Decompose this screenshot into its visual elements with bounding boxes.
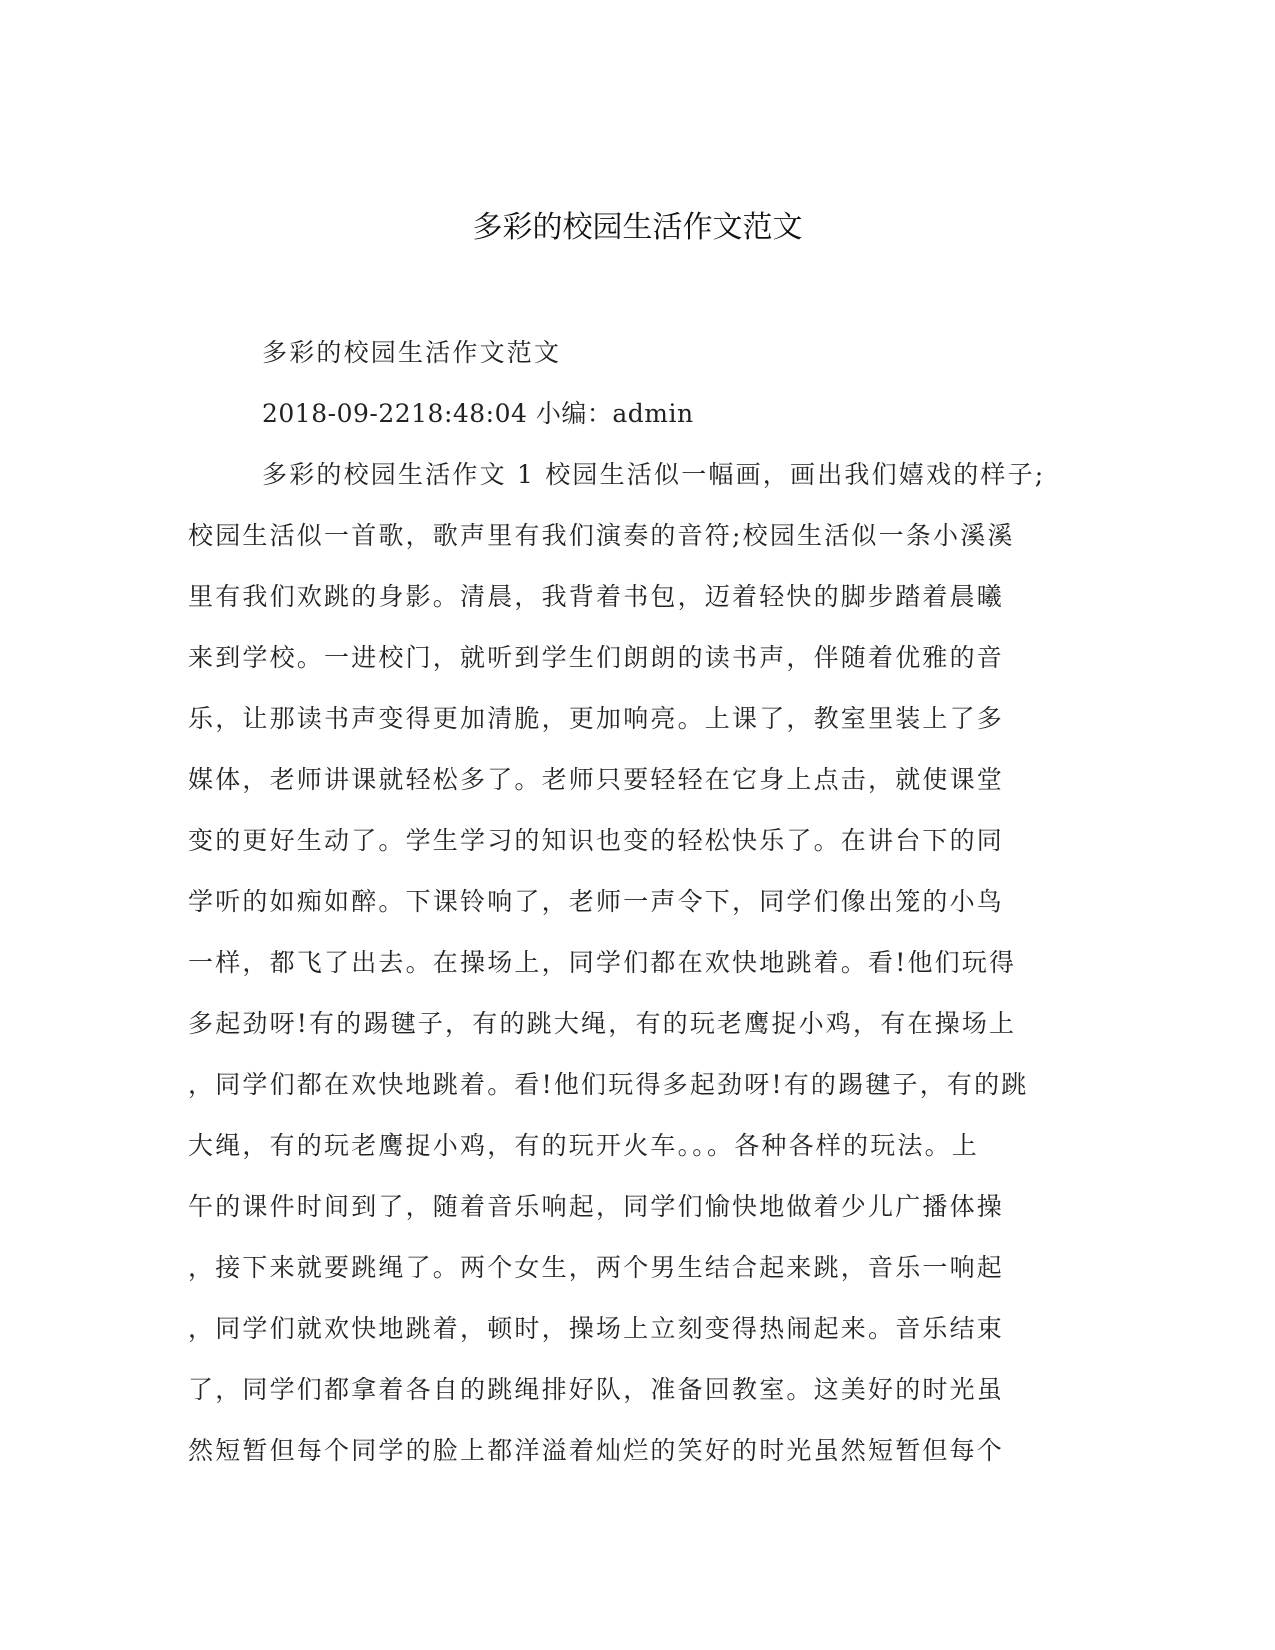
paragraph-line: 多起劲呀!有的踢毽子，有的跳大绳，有的玩老鹰捉小鸡，有在操场上 [188,1009,1017,1038]
paragraph-line: 学听的如痴如醉。下课铃响了，老师一声令下，同学们像出笼的小鸟 [188,887,1005,916]
document-title: 多彩的校园生活作文范文 [472,210,803,245]
paragraph-line: ，同学们就欢快地跳着，顿时，操场上立刻变得热闹起来。音乐结束 [188,1314,1005,1343]
paragraph-line: 校园生活似一首歌，歌声里有我们演奏的音符;校园生活似一条小溪溪 [188,521,1015,550]
meta-line: 2018-09-2218:48:04 小编：admin [262,399,694,428]
paragraph-line: 大绳，有的玩老鹰捉小鸡，有的玩开火车。。。各种各样的玩法。上 [188,1131,980,1160]
paragraph-line: ，接下来就要跳绳了。两个女生，两个男生结合起来跳，音乐一响起 [188,1253,1005,1282]
document-body [188,322,1088,1481]
paragraph-line: ，同学们都在欢快地跳着。看!他们玩得多起劲呀!有的踢毽子，有的跳 [188,1070,1029,1099]
subtitle-line: 多彩的校园生活作文范文 [262,338,562,367]
paragraph-line: 乐，让那读书声变得更加清脆，更加响亮。上课了，教室里装上了多 [188,704,1005,733]
paragraph-line: 一样，都飞了出去。在操场上，同学们都在欢快地跳着。看!他们玩得 [188,948,1017,977]
paragraph-line: 来到学校。一进校门，就听到学生们朗朗的读书声，伴随着优雅的音 [188,643,1005,672]
paragraph-line: 午的课件时间到了，随着音乐响起，同学们愉快地做着少儿广播体操 [188,1192,1005,1221]
paragraph-line: 多彩的校园生活作文 1 校园生活似一幅画，画出我们嬉戏的样子; [262,460,1046,489]
paragraph-line: 里有我们欢跳的身影。清晨，我背着书包，迈着轻快的脚步踏着晨曦 [188,582,1005,611]
paragraph-line: 变的更好生动了。学生学习的知识也变的轻松快乐了。在讲台下的同 [188,826,1005,855]
paragraph-line: 媒体，老师讲课就轻松多了。老师只要轻轻在它身上点击，就使课堂 [188,765,1005,794]
paragraph-line: 然短暂但每个同学的脸上都洋溢着灿烂的笑好的时光虽然短暂但每个 [188,1436,1005,1465]
paragraph-line: 了，同学们都拿着各自的跳绳排好队，准备回教室。这美好的时光虽 [188,1375,1005,1404]
